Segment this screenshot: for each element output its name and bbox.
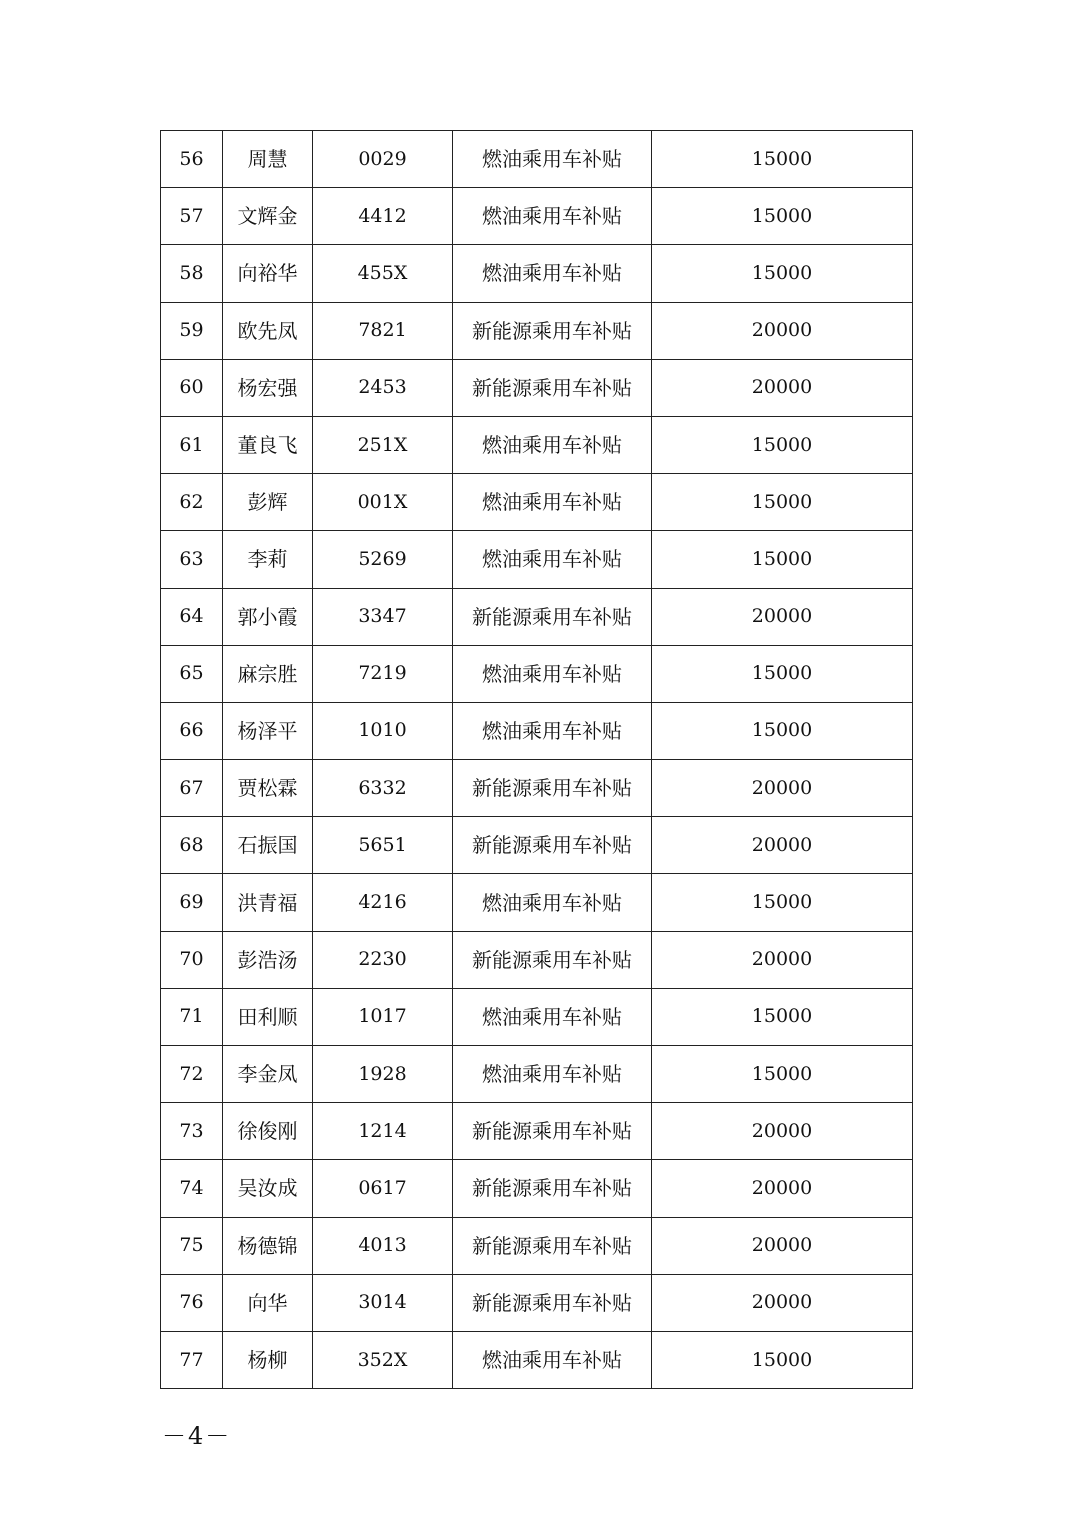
table-row [161, 931, 913, 988]
amount-cell: 20000 [652, 817, 913, 874]
amount-cell: 15000 [652, 1331, 913, 1388]
row-number-cell: 62 [161, 474, 223, 531]
id-suffix-cell: 5269 [313, 531, 453, 588]
amount-cell: 20000 [652, 1217, 913, 1274]
subsidy-type-cell: 燃油乘用车补贴 [453, 531, 652, 588]
amount-cell: 20000 [652, 359, 913, 416]
row-number-cell: 67 [161, 760, 223, 817]
name-cell: 杨宏强 [223, 359, 313, 416]
amount-cell: 15000 [652, 474, 913, 531]
id-suffix-cell: 2453 [313, 359, 453, 416]
name-cell: 文辉金 [223, 188, 313, 245]
table-row [161, 359, 913, 416]
subsidy-type-cell: 新能源乘用车补贴 [453, 1274, 652, 1331]
page-number: －4－ [162, 1422, 232, 1450]
row-number-cell: 73 [161, 1103, 223, 1160]
subsidy-type-cell: 新能源乘用车补贴 [453, 1217, 652, 1274]
subsidy-type-cell: 燃油乘用车补贴 [453, 702, 652, 759]
table-row [161, 1331, 913, 1388]
amount-cell: 15000 [652, 702, 913, 759]
name-cell: 董良飞 [223, 416, 313, 473]
subsidy-table [160, 130, 913, 1389]
row-number-cell: 66 [161, 702, 223, 759]
name-cell: 郭小霞 [223, 588, 313, 645]
row-number-cell: 63 [161, 531, 223, 588]
table-row [161, 302, 913, 359]
table-body [161, 131, 913, 1389]
subsidy-type-cell: 燃油乘用车补贴 [453, 131, 652, 188]
name-cell: 李金凤 [223, 1046, 313, 1103]
amount-cell: 15000 [652, 188, 913, 245]
subsidy-type-cell: 新能源乘用车补贴 [453, 760, 652, 817]
amount-cell: 20000 [652, 760, 913, 817]
id-suffix-cell: 5651 [313, 817, 453, 874]
table-row [161, 874, 913, 931]
subsidy-type-cell: 燃油乘用车补贴 [453, 645, 652, 702]
name-cell: 田利顺 [223, 988, 313, 1045]
amount-cell: 15000 [652, 645, 913, 702]
id-suffix-cell: 2230 [313, 931, 453, 988]
name-cell: 向华 [223, 1274, 313, 1331]
name-cell: 彭辉 [223, 474, 313, 531]
table-row [161, 702, 913, 759]
name-cell: 麻宗胜 [223, 645, 313, 702]
name-cell: 向裕华 [223, 245, 313, 302]
id-suffix-cell: 3347 [313, 588, 453, 645]
row-number-cell: 59 [161, 302, 223, 359]
table-row [161, 474, 913, 531]
table-row [161, 760, 913, 817]
row-number-cell: 58 [161, 245, 223, 302]
row-number-cell: 72 [161, 1046, 223, 1103]
name-cell: 贾松霖 [223, 760, 313, 817]
table-row [161, 988, 913, 1045]
amount-cell: 15000 [652, 1046, 913, 1103]
id-suffix-cell: 001X [313, 474, 453, 531]
subsidy-type-cell: 新能源乘用车补贴 [453, 1103, 652, 1160]
subsidy-type-cell: 燃油乘用车补贴 [453, 474, 652, 531]
subsidy-type-cell: 燃油乘用车补贴 [453, 874, 652, 931]
table-row [161, 588, 913, 645]
row-number-cell: 75 [161, 1217, 223, 1274]
subsidy-type-cell: 燃油乘用车补贴 [453, 1046, 652, 1103]
amount-cell: 15000 [652, 416, 913, 473]
subsidy-type-cell: 燃油乘用车补贴 [453, 1331, 652, 1388]
amount-cell: 20000 [652, 931, 913, 988]
amount-cell: 15000 [652, 874, 913, 931]
amount-cell: 20000 [652, 588, 913, 645]
subsidy-type-cell: 燃油乘用车补贴 [453, 188, 652, 245]
id-suffix-cell: 0617 [313, 1160, 453, 1217]
subsidy-type-cell: 新能源乘用车补贴 [453, 588, 652, 645]
id-suffix-cell: 1017 [313, 988, 453, 1045]
table-row [161, 131, 913, 188]
amount-cell: 15000 [652, 245, 913, 302]
name-cell: 欧先凤 [223, 302, 313, 359]
name-cell: 杨柳 [223, 1331, 313, 1388]
id-suffix-cell: 1010 [313, 702, 453, 759]
subsidy-type-cell: 燃油乘用车补贴 [453, 988, 652, 1045]
table-row [161, 1160, 913, 1217]
table-row [161, 1217, 913, 1274]
row-number-cell: 76 [161, 1274, 223, 1331]
row-number-cell: 71 [161, 988, 223, 1045]
amount-cell: 20000 [652, 302, 913, 359]
row-number-cell: 64 [161, 588, 223, 645]
table-row [161, 645, 913, 702]
table-row [161, 531, 913, 588]
table-row [161, 188, 913, 245]
subsidy-type-cell: 新能源乘用车补贴 [453, 931, 652, 988]
id-suffix-cell: 4013 [313, 1217, 453, 1274]
id-suffix-cell: 1928 [313, 1046, 453, 1103]
row-number-cell: 69 [161, 874, 223, 931]
amount-cell: 15000 [652, 131, 913, 188]
id-suffix-cell: 0029 [313, 131, 453, 188]
row-number-cell: 68 [161, 817, 223, 874]
name-cell: 洪青福 [223, 874, 313, 931]
table-row [161, 245, 913, 302]
name-cell: 杨德锦 [223, 1217, 313, 1274]
name-cell: 彭浩汤 [223, 931, 313, 988]
subsidy-type-cell: 新能源乘用车补贴 [453, 1160, 652, 1217]
table-row [161, 416, 913, 473]
id-suffix-cell: 4412 [313, 188, 453, 245]
name-cell: 石振国 [223, 817, 313, 874]
subsidy-type-cell: 新能源乘用车补贴 [453, 359, 652, 416]
row-number-cell: 65 [161, 645, 223, 702]
id-suffix-cell: 7821 [313, 302, 453, 359]
name-cell: 徐俊刚 [223, 1103, 313, 1160]
table-row [161, 817, 913, 874]
amount-cell: 20000 [652, 1274, 913, 1331]
table-row [161, 1274, 913, 1331]
id-suffix-cell: 455X [313, 245, 453, 302]
id-suffix-cell: 6332 [313, 760, 453, 817]
table-row [161, 1103, 913, 1160]
name-cell: 吴汝成 [223, 1160, 313, 1217]
id-suffix-cell: 3014 [313, 1274, 453, 1331]
subsidy-type-cell: 燃油乘用车补贴 [453, 245, 652, 302]
amount-cell: 20000 [652, 1160, 913, 1217]
table-row [161, 1046, 913, 1103]
name-cell: 周慧 [223, 131, 313, 188]
name-cell: 杨泽平 [223, 702, 313, 759]
subsidy-type-cell: 新能源乘用车补贴 [453, 817, 652, 874]
row-number-cell: 60 [161, 359, 223, 416]
amount-cell: 15000 [652, 531, 913, 588]
amount-cell: 15000 [652, 988, 913, 1045]
row-number-cell: 70 [161, 931, 223, 988]
id-suffix-cell: 7219 [313, 645, 453, 702]
amount-cell: 20000 [652, 1103, 913, 1160]
row-number-cell: 56 [161, 131, 223, 188]
subsidy-type-cell: 新能源乘用车补贴 [453, 302, 652, 359]
row-number-cell: 77 [161, 1331, 223, 1388]
row-number-cell: 57 [161, 188, 223, 245]
subsidy-type-cell: 燃油乘用车补贴 [453, 416, 652, 473]
id-suffix-cell: 1214 [313, 1103, 453, 1160]
row-number-cell: 74 [161, 1160, 223, 1217]
name-cell: 李莉 [223, 531, 313, 588]
id-suffix-cell: 4216 [313, 874, 453, 931]
id-suffix-cell: 352X [313, 1331, 453, 1388]
row-number-cell: 61 [161, 416, 223, 473]
id-suffix-cell: 251X [313, 416, 453, 473]
